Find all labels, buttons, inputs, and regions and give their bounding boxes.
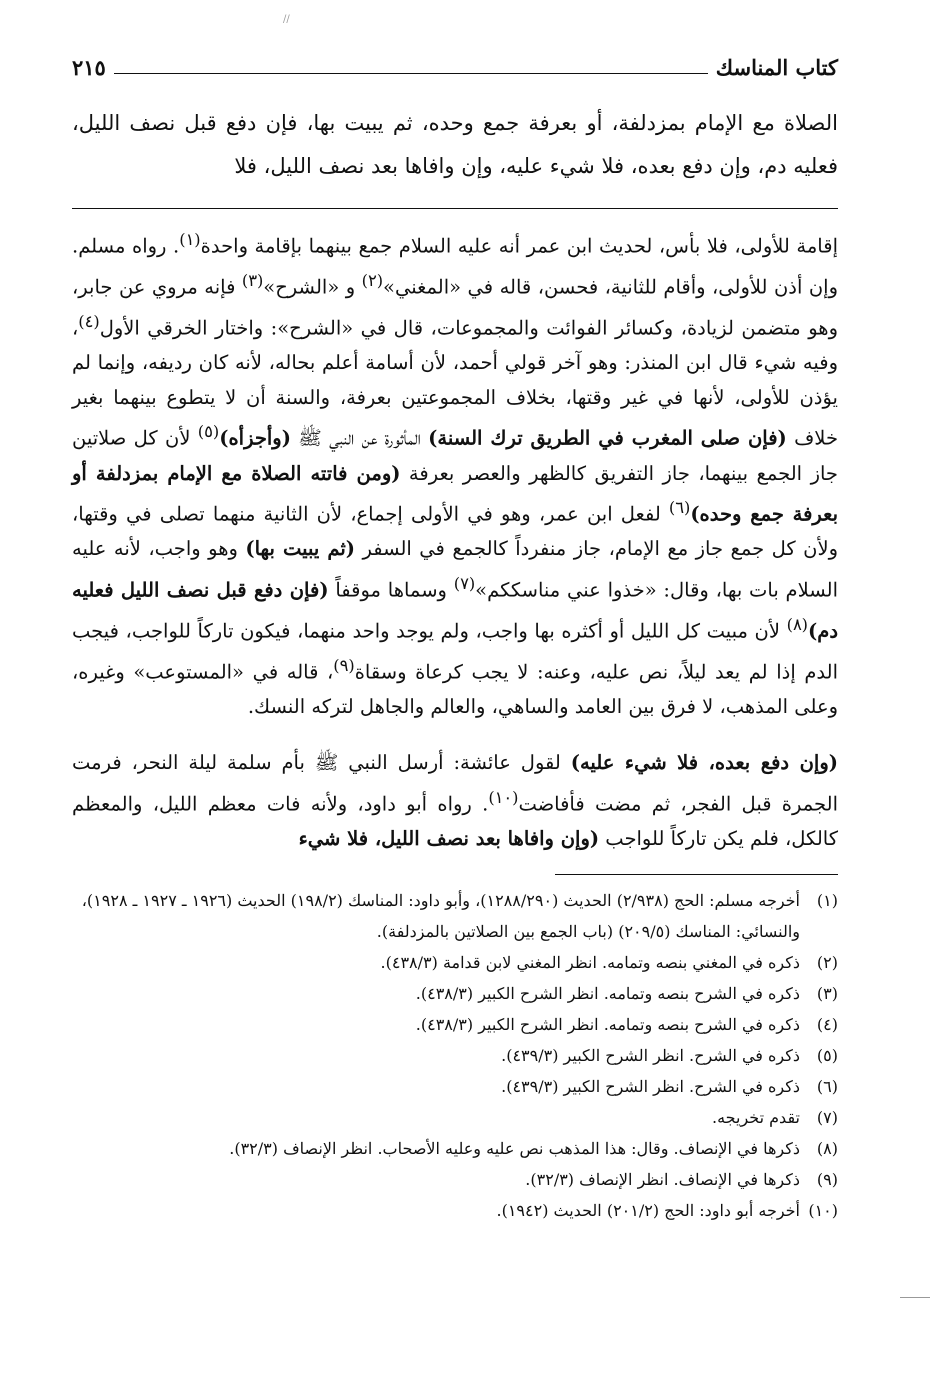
commentary-span: لقول عائشة: أرسل النبي ﷺ بأم سلمة ليلة النحر، فرمت الجمرة قبل الفجر، ثم مضت فأفاضت [72,750,838,816]
commentary-span: فإنه مروي عن جابر، وهو متضمن لزيادة، وكسائر الفوائت والمجموعات، قال في «الشرح»: واختار الخرقي الأول [72,275,838,340]
commentary-text-2 [72,745,838,857]
footnote-text: أخرجه أبو داود: الحج (٢٠١/٢) الحديث (١٩٤٢). [496,1201,800,1221]
page [72,40,838,1242]
footnote-ref: (٤) [78,312,100,332]
matn-quote: (ومن فاتته الصلاة مع الإمام بمزدلفة أو بعرفة جمع وحده) [72,461,839,526]
footnotes-list [72,885,838,1226]
commentary-span: وهو واجب، لأنه عليه السلام بات بها، وقال: «خذوا عني مناسككم» [72,537,839,602]
running-header [72,40,838,80]
footnote-number: (٩) [816,1170,838,1190]
commentary-span: المأثورة عن النبي ﷺ [290,426,429,450]
footnote-ref: (٣) [241,271,264,291]
commentary-span: وسماها موقفاً [328,578,454,602]
commentary-span: لأن كل صلاتين جاز الجمع بينهما، جاز التفريق كالظهر والعصر بعرفة [72,426,838,485]
footnote-number: (١) [816,891,838,911]
commentary-span: لفعل ابن عمر، وهو في الأولى إجماع، لأن الثانية منهما تصلى في وقتها، ولأن كل جمع جاز مع الإمام، جاز منفرداً كالجمع في السفر [72,502,838,561]
commentary-span: ، قاله في «المستوعب» وغيره، وعلى المذهب، لا فرق بين العامد والساهي، والعالم والجاهل لتركه النسك. [72,660,838,719]
commentary-span: ، وفيه شيء قال ابن المنذر: وهو آخر قولي أحمد، لأن أسامة أعلم بحاله، لأنه كان رديفه، وإنما لم يؤذن للأولى، لأنها في غير وقتها، بخلاف المجموعتين بعرفة، والسنة أن لا يتطوع بينهما بغير خلاف [72,316,838,450]
matn-quote: (وأجزأه) [219,426,291,450]
footnote-text: ذكره في الشرح بنصه وتمامه. انظر الشرح الكبير (٤٣٨/٣). [415,1015,800,1035]
footnote-text: ذكره في الشرح. انظر الشرح الكبير (٤٣٩/٣). [501,1046,800,1066]
footnote-item [72,1102,838,1133]
matn-quote: (فإن صلى المغرب في الطريق ترك السنة) [428,426,787,450]
commentary-span: إقامة للأولى، فلا بأس، لحديث ابن عمر أنه عليه السلام جمع بينهما بإقامة واحدة [200,234,838,258]
footnote-text: ذكره في المغني بنصه وتمامه. انظر المغني لابن قدامة (٤٣٨/٣). [380,953,800,973]
footnote-number: (٢) [816,953,838,973]
footnote-ref: (٨) [786,614,809,634]
matn-quote: (وإن وافاها بعد نصف الليل، فلا شيء [298,827,600,851]
footnote-number: (٨) [816,1139,838,1159]
footnote-item [72,1195,838,1226]
matn-separator [72,208,838,209]
matn-quote: (وإن دفع بعده، فلا شيء عليه) [570,750,838,774]
footnote-text: ذكرها في الإنصاف. وقال: هذا المذهب نص عليه وعليه الأصحاب. انظر الإنصاف (٣٢/٣). [229,1139,800,1159]
footnote-item [72,1164,838,1195]
footnote-ref: (٢) [361,271,384,291]
footnote-number: (٣) [816,984,838,1004]
footnote-number: (٦) [816,1077,838,1097]
matn-quote: (ثم يبيت بها) [245,537,356,561]
scan-mark-line [900,1297,930,1298]
footnote-text: ذكره في الشرح. انظر الشرح الكبير (٤٣٩/٣). [501,1077,800,1097]
footnote-text: تقدم تخريجه. [712,1108,800,1128]
matn-text: الصلاة مع الإمام بمزدلفة، أو بعرفة جمع وحده، ثم يبيت بها، فإن دفع قبل نصف الليل، فعليه دم، وإن دفع بعده، فلا شيء عليه، وإن وافاها بعد نصف الليل، فلا [72,111,838,178]
book-title: كتاب المناسك [715,55,838,80]
footnote-item [72,1071,838,1102]
footnote-separator [555,874,838,875]
footnote-ref: (٧) [453,573,476,593]
commentary-text [72,223,838,725]
commentary-span: لأن مبيت كل الليل أو أكثره بها واجب، ولم يوجد واحد منهما، فيكون تاركاً للواجب، فيجب الدم إذا لم يعد ليلاً، نص عليه، وعنه: لا يجب كرعاة وسقاة [72,619,838,684]
footnote-ref: (٥) [197,422,220,442]
commentary-span: . رواه أبو داود، ولأنه فات معظم الليل، والمعظم كالكل، فلم يكن تاركاً للواجب [72,792,838,851]
footnote-ref: (١) [179,230,201,249]
commentary-span: و «الشرح» [263,275,362,299]
footnote-text: ذكره في الشرح بنصه وتمامه. انظر الشرح الكبير (٤٣٨/٣). [415,984,800,1004]
footnote-text: أخرجه مسلم: الحج (٢/٩٣٨) الحديث (١٢٨٨/٢٩٠)، وأبو داود: المناسك (١٩٨/٢) الحديث (١٩٢٦ ـ ١٩٢٧ ـ ١٩٢٨)، والنسائي: المناسك (٢٠٩/٥) (باب الجمع بين الصلاتين بالمزدلفة). [81,891,800,942]
page-number: ٢١٥ [72,55,106,80]
footnote-item [72,1133,838,1164]
footnote-number: (١٠) [808,1201,838,1221]
footnote-number: (٧) [816,1108,838,1128]
scan-mark: // [283,14,290,25]
footnote-number: (٥) [816,1046,838,1066]
footnote-item [72,978,838,1009]
footnote-text: ذكرها في الإنصاف. انظر الإنصاف (٣٢/٣). [525,1170,800,1190]
header-rule [114,73,708,74]
footnote-item [72,1009,838,1040]
footnote-item [72,885,838,947]
footnote-ref: (٩) [333,656,355,676]
footnote-item [72,1040,838,1071]
footnote-number: (٤) [816,1015,838,1035]
matn-quote: (فإن دفع قبل نصف الليل فعليه دم) [72,578,838,643]
footnote-ref: (٦) [668,498,691,518]
footnote-ref: (١٠) [488,787,519,807]
commentary-span: . رواه مسلم. وإن أذن للأولى، وأقام للثانية، فحسن، قاله في «المغني» [72,234,838,299]
footnote-item [72,947,838,978]
